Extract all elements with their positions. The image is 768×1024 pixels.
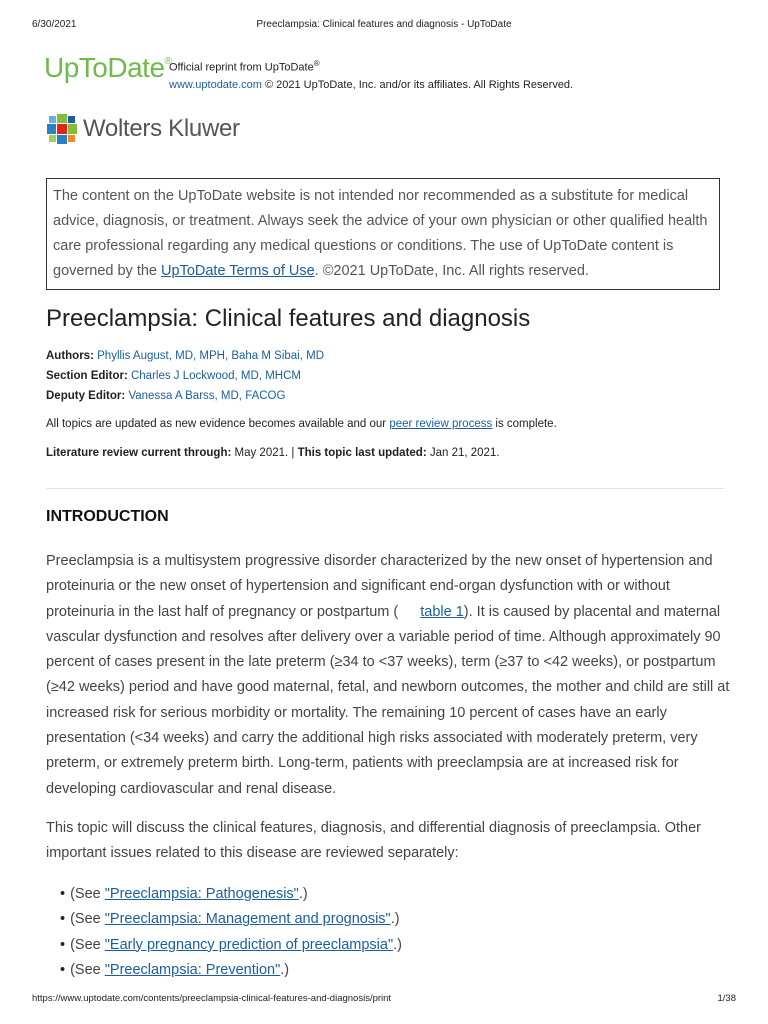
publisher-logo xyxy=(46,113,240,145)
see-suffix: .) xyxy=(298,886,308,902)
copyright-text: © 2021 UpToDate, Inc. and/or its affiliates. All Rights Reserved. xyxy=(261,78,574,91)
print-date: 6/30/2021 xyxy=(32,19,77,30)
uptodate-logo-text: UpToDate xyxy=(44,52,165,83)
reprint-notice xyxy=(169,55,573,94)
divider xyxy=(46,488,724,489)
lit-review-label: Literature review current through: xyxy=(46,447,232,459)
disclaimer-suffix: . ©2021 UpToDate, Inc. All rights reserved. xyxy=(314,263,589,279)
registered-mark: ® xyxy=(164,56,172,67)
intro-p1-text-cont: ). It is caused by placental and maternal vascular dysfunction and resolves after delivery over a variable period of time. Although approximately 90 percent of cases present in the late preterm (≥34 to <37 weeks), term (≥37 to <42 weeks), or postpartum (≥42 weeks) period and have good maternal, fetal, and newborn outcomes, the mother and child are still at increased risk for serious morbidity or mortality. The remaining 10 percent of cases have an early presentation (<34 weeks) and carry the additional high risks associated with moderately preterm, very preterm, or extremely preterm birth. Long-term, patients with preeclampsia are at increased risk for developing cardiovascular and renal disease. xyxy=(46,603,730,797)
see-suffix: .) xyxy=(280,961,290,978)
page-number: 1/38 xyxy=(717,993,736,1004)
terms-of-use-link[interactable]: UpToDate Terms of Use xyxy=(161,263,315,279)
section-editor-line xyxy=(46,370,301,382)
pathogenesis-link[interactable]: "Preeclampsia: Pathogenesis" xyxy=(104,886,299,902)
intro-p1-text: Preeclampsia is a multisystem progressive disorder characterized by the new onset of hypertension and proteinuria or the new onset of hypertension and significant end-organ dysfunction with or without proteinuria in the last half of pregnancy or postpartum ( xyxy=(46,553,713,620)
section-heading-introduction: INTRODUCTION xyxy=(46,508,169,525)
update-note-prefix: All topics are updated as new evidence becomes available and our xyxy=(46,418,390,430)
reprint-text: Official reprint from UpToDate xyxy=(169,61,314,74)
update-note xyxy=(46,418,557,430)
related-topics-list xyxy=(60,882,402,983)
see-prefix: (See xyxy=(70,936,105,953)
intro-paragraph-1 xyxy=(46,549,730,802)
update-note-suffix: is complete. xyxy=(492,418,557,430)
wolters-kluwer-logo-icon xyxy=(46,113,78,145)
section-editor-link[interactable]: Charles J Lockwood, MD, MHCM xyxy=(130,370,301,382)
intro-paragraph-2: This topic will discuss the clinical features, diagnosis, and differential diagnosis of preeclampsia. Other important issues related to this disease are reviewed separately: xyxy=(46,820,701,862)
section-editor-label: Section Editor: xyxy=(46,370,128,382)
table-1-link[interactable]: table 1 xyxy=(420,603,464,620)
deputy-editor-line xyxy=(46,390,285,402)
see-suffix: .) xyxy=(390,911,400,928)
deputy-editor-link[interactable]: Vanessa A Barss, MD, FACOG xyxy=(128,390,286,402)
list-item xyxy=(60,958,402,983)
deputy-editor-label: Deputy Editor: xyxy=(46,390,126,402)
uptodate-site-link[interactable]: www.uptodate.com xyxy=(169,78,262,91)
see-prefix: (See xyxy=(70,886,105,902)
see-prefix: (See xyxy=(70,961,105,978)
see-suffix: .) xyxy=(393,936,402,953)
uptodate-logo[interactable] xyxy=(44,52,171,84)
print-url: https://www.uptodate.com/contents/preeclampsia-clinical-features-and-diagnosis/print xyxy=(32,993,392,1004)
list-item xyxy=(60,933,402,958)
list-item xyxy=(60,882,402,907)
last-updated-value: Jan 21, 2021. xyxy=(426,447,500,459)
authors-link[interactable]: Phyllis August, MD, MPH, Baha M Sibai, MD xyxy=(97,350,325,362)
publisher-name: Wolters Kluwer xyxy=(83,115,240,142)
see-prefix: (See xyxy=(70,911,105,928)
last-updated-label: This topic last updated: xyxy=(297,447,427,459)
print-page-title: Preeclampsia: Clinical features and diagnosis - UpToDate xyxy=(256,19,512,30)
list-item xyxy=(60,907,402,932)
early-prediction-link[interactable]: "Early pregnancy prediction of preeclampsia" xyxy=(104,936,394,953)
peer-review-link[interactable]: peer review process xyxy=(389,418,493,430)
disclaimer-text: The content on the UpToDate website is not intended nor recommended as a substitute for medical advice, diagnosis, or treatment. Always seek the advice of your own physician or other qualified health care professional regarding any medical questions or conditions. The use of UpToDate content is governed by the xyxy=(53,188,708,279)
lit-review-value: May 2021. | xyxy=(231,447,298,459)
article-title: Preeclampsia: Clinical features and diagnosis xyxy=(46,305,531,332)
management-prognosis-link[interactable]: "Preeclampsia: Management and prognosis" xyxy=(104,911,391,928)
reprint-registered-mark: ® xyxy=(313,59,320,68)
disclaimer-box xyxy=(46,178,720,290)
prevention-link[interactable]: "Preeclampsia: Prevention" xyxy=(104,961,281,978)
authors-line xyxy=(46,350,324,362)
review-dates xyxy=(46,447,500,459)
authors-label: Authors: xyxy=(46,350,94,362)
